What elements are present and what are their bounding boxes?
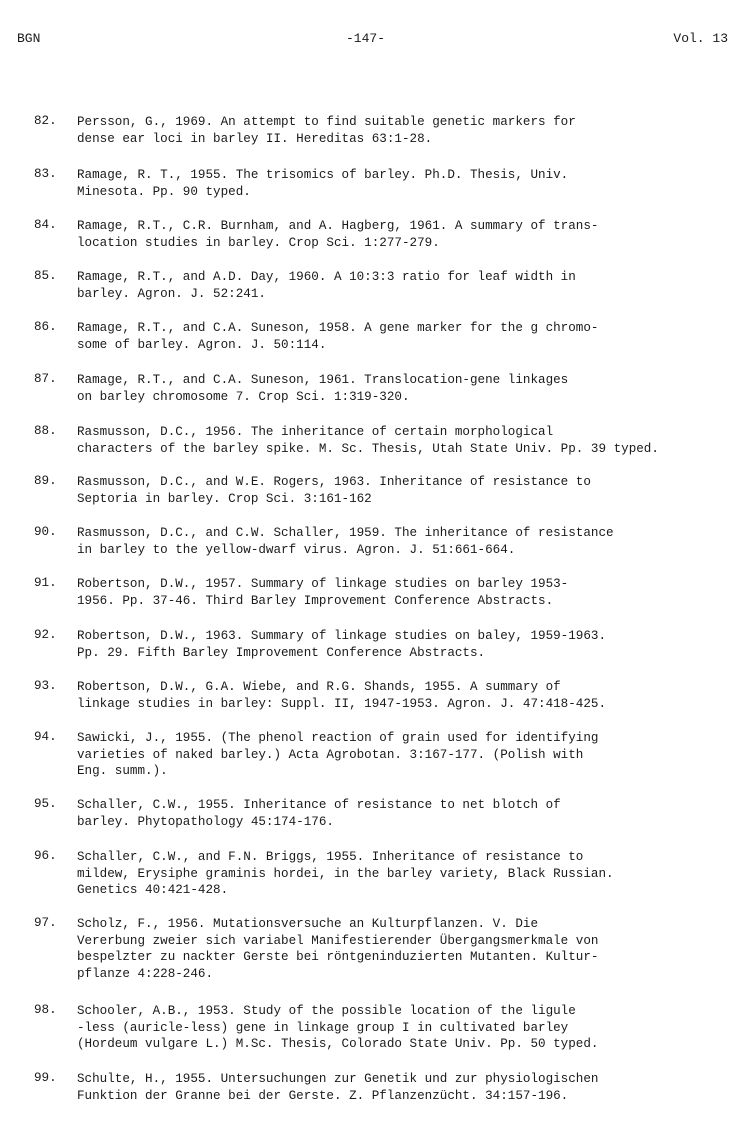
reference-text: [77, 474, 591, 507]
reference-line: linkage studies in barley: Suppl. II, 1947-1953. Agron. J. 47:418-425.: [77, 696, 607, 711]
reference-line: Scholz, F., 1956. Mutationsversuche an Kulturpflanzen. V. Die: [77, 917, 539, 931]
reference-text: [77, 576, 568, 609]
reference-number: 95.: [34, 797, 57, 811]
reference-line: varieties of naked barley.) Acta Agrobotan. 3:167-177. (Polish with: [77, 747, 584, 762]
reference-line: Schooler, A.B., 1953. Study of the possible location of the ligule: [77, 1004, 576, 1018]
header-page-number: -147-: [346, 31, 386, 46]
reference-line: Rasmusson, D.C., and C.W. Schaller, 1959. The inheritance of resistance: [77, 526, 614, 540]
reference-line: in barley to the yellow-dwarf virus. Agron. J. 51:661-664.: [77, 542, 516, 557]
reference-line: Genetics 40:421-428.: [77, 883, 229, 898]
reference-text: [77, 1071, 598, 1104]
reference-line: location studies in barley. Crop Sci. 1:277-279.: [77, 235, 440, 250]
reference-number: 92.: [34, 628, 57, 642]
reference-number: 99.: [34, 1071, 57, 1085]
reference-line: mildew, Erysiphe graminis hordei, in the barley variety, Black Russian.: [77, 866, 614, 881]
reference-number: 83.: [34, 167, 57, 181]
reference-number: 82.: [34, 114, 57, 128]
reference-line: some of barley. Agron. J. 50:114.: [77, 337, 327, 352]
reference-number: 91.: [34, 576, 57, 590]
reference-line: Ramage, R.T., C.R. Burnham, and A. Hagberg, 1961. A summary of trans-: [77, 219, 599, 233]
reference-line: Pp. 29. Fifth Barley Improvement Conference Abstracts.: [77, 645, 486, 660]
reference-line: characters of the barley spike. M. Sc. Thesis, Utah State Univ. Pp. 39 typed.: [77, 441, 659, 456]
reference-line: barley. Agron. J. 52:241.: [77, 286, 266, 301]
reference-line: 1956. Pp. 37-46. Third Barley Improvement Conference Abstracts.: [77, 593, 554, 608]
reference-text: [77, 167, 568, 200]
reference-line: Ramage, R.T., and C.A. Suneson, 1958. A gene marker for the g chromo-: [77, 321, 599, 335]
reference-line: Persson, G., 1969. An attempt to find suitable genetic markers for: [77, 115, 576, 129]
reference-line: Schaller, C.W., 1955. Inheritance of resistance to net blotch of: [77, 798, 561, 812]
reference-line: pflanze 4:228-246.: [77, 966, 214, 981]
reference-line: -less (auricle-less) gene in linkage group I in cultivated barley: [77, 1020, 569, 1035]
reference-line: Schaller, C.W., and F.N. Briggs, 1955. Inheritance of resistance to: [77, 850, 584, 864]
reference-line: Ramage, R.T., and A.D. Day, 1960. A 10:3:3 ratio for leaf width in: [77, 270, 576, 284]
reference-line: on barley chromosome 7. Crop Sci. 1:319-320.: [77, 389, 410, 404]
reference-line: Eng. summ.).: [77, 764, 168, 779]
reference-text: [77, 849, 614, 899]
reference-line: Robertson, D.W., 1957. Summary of linkage studies on barley 1953-: [77, 577, 569, 591]
reference-line: Robertson, D.W., 1963. Summary of linkage studies on baley, 1959-1963.: [77, 629, 607, 643]
header-journal: BGN: [17, 31, 41, 46]
reference-text: [77, 372, 568, 405]
reference-number: 90.: [34, 525, 57, 539]
reference-line: Rasmusson, D.C., and W.E. Rogers, 1963. Inheritance of resistance to: [77, 475, 591, 489]
reference-number: 86.: [34, 320, 57, 334]
reference-line: Schulte, H., 1955. Untersuchungen zur Genetik und zur physiologischen: [77, 1072, 599, 1086]
reference-number: 87.: [34, 372, 57, 386]
reference-text: [77, 628, 606, 661]
reference-text: [77, 424, 659, 457]
reference-line: Robertson, D.W., G.A. Wiebe, and R.G. Shands, 1955. A summary of: [77, 680, 561, 694]
reference-text: [77, 269, 576, 302]
reference-number: 84.: [34, 218, 57, 232]
reference-text: [77, 1003, 598, 1053]
reference-text: [77, 218, 598, 251]
reference-number: 89.: [34, 474, 57, 488]
reference-number: 88.: [34, 424, 57, 438]
reference-line: Vererbung zweier sich variabel Manifestierender Übergangsmerkmale von: [77, 933, 599, 948]
reference-number: 98.: [34, 1003, 57, 1017]
reference-line: Septoria in barley. Crop Sci. 3:161-162: [77, 491, 372, 506]
reference-text: [77, 916, 598, 982]
reference-line: Sawicki, J., 1955. (The phenol reaction of grain used for identifying: [77, 731, 599, 745]
reference-line: Funktion der Granne bei der Gerste. Z. Pflanzenzücht. 34:157-196.: [77, 1088, 569, 1103]
reference-line: (Hordeum vulgare L.) M.Sc. Thesis, Colorado State Univ. Pp. 50 typed.: [77, 1037, 599, 1052]
reference-text: [77, 730, 598, 780]
reference-text: [77, 114, 576, 147]
reference-text: [77, 320, 598, 353]
reference-line: Ramage, R.T., and C.A. Suneson, 1961. Translocation-gene linkages: [77, 373, 569, 387]
reference-text: [77, 525, 614, 558]
reference-number: 85.: [34, 269, 57, 283]
reference-number: 97.: [34, 916, 57, 930]
reference-number: 94.: [34, 730, 57, 744]
header-volume: Vol. 13: [673, 31, 728, 46]
reference-number: 93.: [34, 679, 57, 693]
reference-number: 96.: [34, 849, 57, 863]
reference-line: dense ear loci in barley II. Hereditas 63:1-28.: [77, 131, 433, 146]
reference-line: bespelzter zu nackter Gerste bei röntgeninduzierten Mutanten. Kultur-: [77, 950, 599, 965]
reference-line: Minesota. Pp. 90 typed.: [77, 184, 251, 199]
reference-text: [77, 679, 606, 712]
reference-line: barley. Phytopathology 45:174-176.: [77, 814, 334, 829]
reference-text: [77, 797, 561, 830]
reference-line: Ramage, R. T., 1955. The trisomics of barley. Ph.D. Thesis, Univ.: [77, 168, 569, 182]
reference-line: Rasmusson, D.C., 1956. The inheritance of certain morphological: [77, 425, 554, 439]
